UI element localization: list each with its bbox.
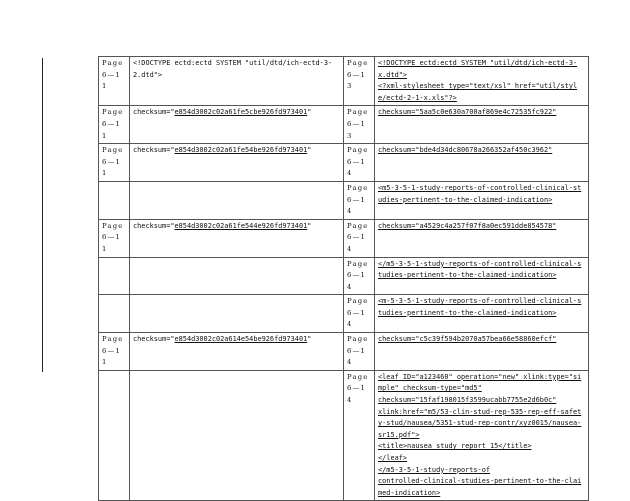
left-code-text: checksum="e854d3002c02a61fe544e926fd973401" [133, 221, 312, 230]
right-code-line: <?xml-stylesheet type="text/xsl" href="util/style/ectd-2-1-x.xls"?> [378, 82, 578, 102]
right-page-ref [344, 181, 375, 219]
right-page-ref [344, 144, 375, 182]
right-code-line: checksum="bde4d34dc80678a266352af450c3962" [378, 146, 553, 155]
left-text-cell [130, 295, 344, 333]
right-code-line: <m-5-3-5-1-study-reports-of-controlled-clinical-studies-pertinent-to-the-claimed-indication> [378, 297, 582, 317]
right-text-cell [375, 257, 589, 295]
left-text-cell [130, 219, 344, 257]
left-text-cell [130, 333, 344, 371]
page-range: 6—13 [347, 119, 367, 140]
table-row [99, 181, 589, 219]
page-label: Page [347, 221, 369, 230]
page-label: Page [347, 59, 369, 67]
page-label: Page [347, 146, 369, 155]
page-range: 6—11 [102, 119, 122, 140]
left-text-cell [130, 57, 344, 106]
page-range: 6—11 [102, 346, 122, 367]
margin-rule [42, 58, 43, 372]
left-text-cell [130, 181, 344, 219]
page-range: 6—14 [347, 195, 367, 216]
right-text-cell [375, 370, 589, 501]
page-label: Page [347, 183, 369, 192]
page-range: 6—14 [347, 346, 367, 367]
left-code-text: checksum="e854d3002c02a614e54be926fd973401" [133, 335, 312, 344]
right-page-ref [344, 370, 375, 501]
table-row [99, 219, 589, 257]
page-label: Page [347, 335, 369, 344]
right-page-ref [344, 57, 375, 106]
page-range: 6—14 [347, 233, 367, 253]
left-text-cell [130, 370, 344, 501]
left-code-text: checksum="e854d3002c02a61fe54be926fd973401" [133, 146, 312, 155]
table-row [99, 57, 589, 106]
left-text-cell [130, 106, 344, 144]
right-text-cell [375, 333, 589, 371]
right-page-ref [344, 219, 375, 257]
left-page-ref [99, 219, 130, 257]
right-code-line: checksum="15faf198015f3599ucabb7755e2d6b0c" [378, 396, 557, 405]
table-row [99, 295, 589, 333]
right-code-line: <!DOCTYPE ectd:ectd SYSTEM "util/dtd/ich-ectd-3-x.dtd"> [378, 59, 578, 79]
comparison-table [98, 56, 589, 501]
right-code-line: <title>nausea study report 15</title> [378, 442, 532, 451]
page-label: Page [102, 335, 124, 344]
left-page-ref [99, 57, 130, 106]
page-range: 6—11 [102, 70, 122, 91]
page-label: Page [347, 372, 369, 381]
left-page-ref [99, 106, 130, 144]
right-code-line: controlled-clinical-studies-pertinent-to-the-claimed-indication> [378, 477, 582, 497]
right-text-cell [375, 57, 589, 106]
right-code-line: checksum="c5c39f594b2070a57bea66e58860efcf" [378, 335, 557, 344]
page-range: 6—14 [347, 308, 367, 329]
table-row [99, 370, 589, 501]
left-text-cell [130, 144, 344, 182]
table-row [99, 144, 589, 182]
page-range: 6—11 [102, 157, 122, 178]
page-range: 6—14 [347, 384, 367, 405]
right-page-ref [344, 106, 375, 144]
right-code-line: <m5-3-5-1-study-reports-of-controlled-clinical-studies-pertinent-to-the-claimed-indication> [378, 183, 582, 204]
right-text-cell [375, 144, 589, 182]
left-page-ref [99, 257, 130, 295]
page-range: 6—14 [347, 271, 367, 291]
right-page-ref [344, 333, 375, 371]
right-text-cell [375, 295, 589, 333]
right-text-cell [375, 181, 589, 219]
right-code-line: </m5-3-5-1-study-reports-of-controlled-clinical-studies-pertinent-to-the-claimed-indication> [378, 259, 582, 280]
left-code-text: <!DOCTYPE ectd:ectd SYSTEM "util/dtd/ich-ectd-3-2.dtd"> [133, 59, 333, 79]
right-code-line: checksum="a4529c4a257f07f8a0ec591dde854578" [378, 221, 557, 230]
right-text-cell [375, 219, 589, 257]
page-label: Page [347, 108, 369, 117]
left-page-ref [99, 333, 130, 371]
right-code-line: checksum="5aa5c0e630a700af869e4c72535fc922" [378, 108, 557, 117]
page-label: Page [102, 221, 124, 230]
right-code-line: <leaf ID="a123460" operation="new" xlink:type="simple" checksum-type="md5" [378, 372, 582, 393]
right-page-ref [344, 257, 375, 295]
left-page-ref [99, 295, 130, 333]
page-label: Page [102, 146, 124, 155]
left-page-ref [99, 144, 130, 182]
page-label: Page [102, 59, 124, 67]
table-row [99, 106, 589, 144]
right-code-line: </m5-3-5-1-study-reports-of [378, 465, 491, 474]
page-range: 6—13 [347, 70, 367, 91]
left-page-ref [99, 370, 130, 501]
left-text-cell [130, 257, 344, 295]
page-range: 6—11 [102, 233, 122, 253]
page-label: Page [347, 259, 369, 268]
right-text-cell [375, 106, 589, 144]
table-row [99, 333, 589, 371]
right-code-line: </leaf> [378, 454, 408, 462]
table-row [99, 257, 589, 295]
page-range: 6—14 [347, 157, 367, 178]
left-page-ref [99, 181, 130, 219]
right-page-ref [344, 295, 375, 333]
page-label: Page [347, 297, 369, 306]
right-code-line: xlink:href="m5/53-clin-stud-rep-535-rep-eff-safety-stud/nausea/5351-stud-rep-contr/xyz0015/nausea-sr15.pdf"> [378, 407, 582, 439]
left-code-text: checksum="e854d3002c02a61fe5cbe926fd973401" [133, 108, 312, 117]
page-label: Page [102, 108, 124, 117]
